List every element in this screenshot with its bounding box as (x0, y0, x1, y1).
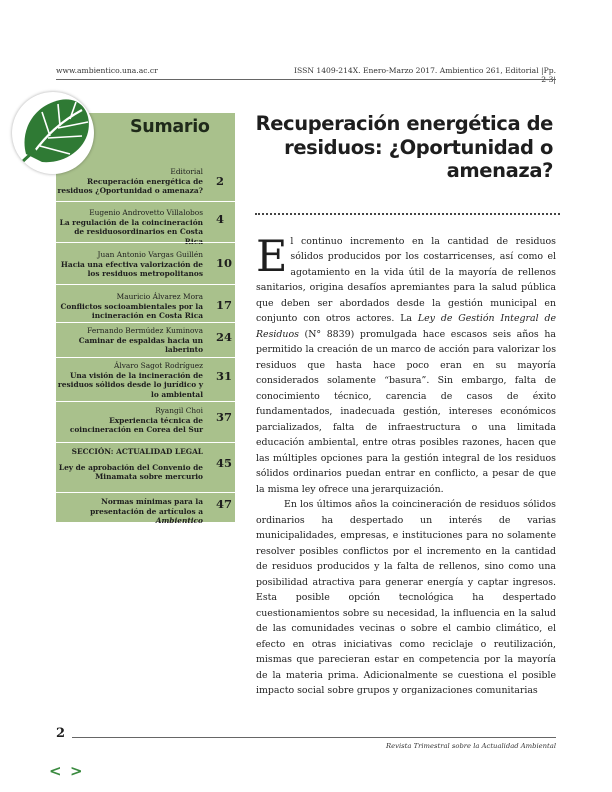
entry-title: Hacia una efectiva valorización de los residuos metropolitanos (60, 259, 203, 279)
sumario-divider (56, 242, 235, 243)
sumario-divider (56, 322, 235, 323)
sumario-divider (56, 401, 235, 402)
sumario-divider (56, 492, 235, 493)
entry-title: Ley de aprobación del Convenio de Minamata sobre mercurio (58, 462, 203, 482)
paragraph: En los últimos años la coincineración de residuos sólidos ordinarios ha despertado un interés de varias municipalidades, empresas, e instituciones para no solamente resolver posibles conflictos por el incremento en la cantidad de residuos producidos y la falta de rellenos, sino como una posibilidad atractiva para generar energía y captar ingresos. Esta posible opción tecnológica ha despertado cuestionamientos sobre su necesidad, la influencia en la salud de las comunidades vecinas o sobre el cambio climático, el efecto en otras iniciativas como reciclaje o reutilización, mismas que parecieran estar en competencia por la mayoría de la materia prima. Adicionalmente se cuestiona el posible impacto social sobre grupos y organizaciones comunitarias (256, 499, 556, 697)
title-dotted-divider (255, 213, 560, 215)
entry-page-number: 10 (216, 256, 233, 270)
leaf-logo-icon (12, 92, 94, 174)
entry-title: Conflictos socioambientales por la incineración en Costa Rica (60, 301, 203, 321)
next-page-icon[interactable]: > (70, 762, 83, 780)
entry-page-number: 47 (216, 497, 233, 511)
sumario-divider (56, 201, 235, 202)
header-issue-info: ISSN 1409-214X. Enero-Marzo 2017. Ambientico 261, Editorial |Pp. 2-3| (294, 66, 556, 84)
entry-page-number: 37 (216, 410, 233, 424)
entry-author: Juan Antonio Vargas Guillén (97, 250, 203, 259)
entry-author: Editorial (170, 167, 203, 176)
footer-divider (72, 737, 556, 738)
law-name: Ley de Gestión Integral de Residuos (256, 313, 556, 340)
entry-title: Caminar de espaldas hacia un laberinto (78, 335, 203, 355)
journal-name: Ambientico (155, 516, 203, 526)
page-number: 2 (56, 726, 66, 741)
article-body (256, 234, 556, 699)
entry-page-number: 24 (216, 330, 233, 344)
entry-author: Eugenio Androvetto Villalobos (89, 208, 203, 217)
drop-cap: E (256, 232, 288, 282)
footer-journal-name: Revista Trimestral sobre la Actualidad Ambiental (386, 742, 556, 750)
entry-title: Experiencia técnica de coincineración en Corea del Sur (69, 415, 203, 435)
header-website: www.ambientico.una.ac.cr (56, 66, 158, 75)
entry-page-number: 31 (216, 369, 233, 383)
sumario-divider (56, 357, 235, 358)
entry-title: Normas mínimas para la presentación de artículos a (90, 497, 203, 516)
article-title: Recuperación energética de residuos: ¿Oportunidad o amenaza? (255, 112, 553, 182)
sumario-title: Sumario (130, 117, 210, 137)
entry-title: Una visión de la incineración de residuos sólidos desde lo jurídico y lo ambiental (57, 370, 203, 399)
header-divider (56, 79, 556, 80)
previous-page-icon[interactable]: < (49, 762, 62, 780)
section-heading: SECCIÓN: ACTUALIDAD LEGAL (71, 447, 203, 456)
sumario-divider (56, 284, 235, 285)
entry-author: Fernando Bermúdez Kuminova (87, 326, 203, 335)
entry-page-number: 17 (216, 298, 233, 312)
entry-page-number: 2 (216, 174, 225, 188)
entry-author: Ryangil Choi (155, 406, 203, 415)
sumario-divider (56, 442, 235, 443)
entry-title: Recuperación energética de residuos ¿Oportunidad o amenaza? (57, 176, 203, 196)
paragraph: El continuo incremento en la cantidad de residuos sólidos producidos por los costarricenses, así como el agotamiento en la vida útil de la mayoría de rellenos sanitarios, origina desafíos apremiantes para la salud pública que deben ser abordados desde la gestión municipal en conjunto con otros actores. La Ley de Gestión Integral de Residuos (N° 8839) promulgada hace escasos seis años ha permitido la creación de un marco de acción para valorizar los residuos que hasta hace poco eran en su mayoría considerados solamente “basura”. Sin embargo, falta de conocimiento técnico, carencia de casos de éxito fundamentados, inadecuada gestión, intereses económicos parcializados, falta de infraestructura o una limitada educación ambiental, entre otras posibles razones, hacen que las múltiples opciones para la gestión integral de los residuos sólidos ordinarios puedan entrar en conflicto, a pesar de que la misma ley ofrece una jerarquización. (256, 232, 556, 495)
entry-page-number: 45 (216, 456, 233, 470)
entry-author: Álvaro Sagot Rodríguez (114, 361, 203, 370)
entry-page-number: 4 (216, 212, 225, 226)
entry-title: La regulación de la coincineración de residuosordinarios en Costa Rica (59, 217, 203, 246)
entry-author: Mauricio Álvarez Mora (116, 292, 203, 301)
